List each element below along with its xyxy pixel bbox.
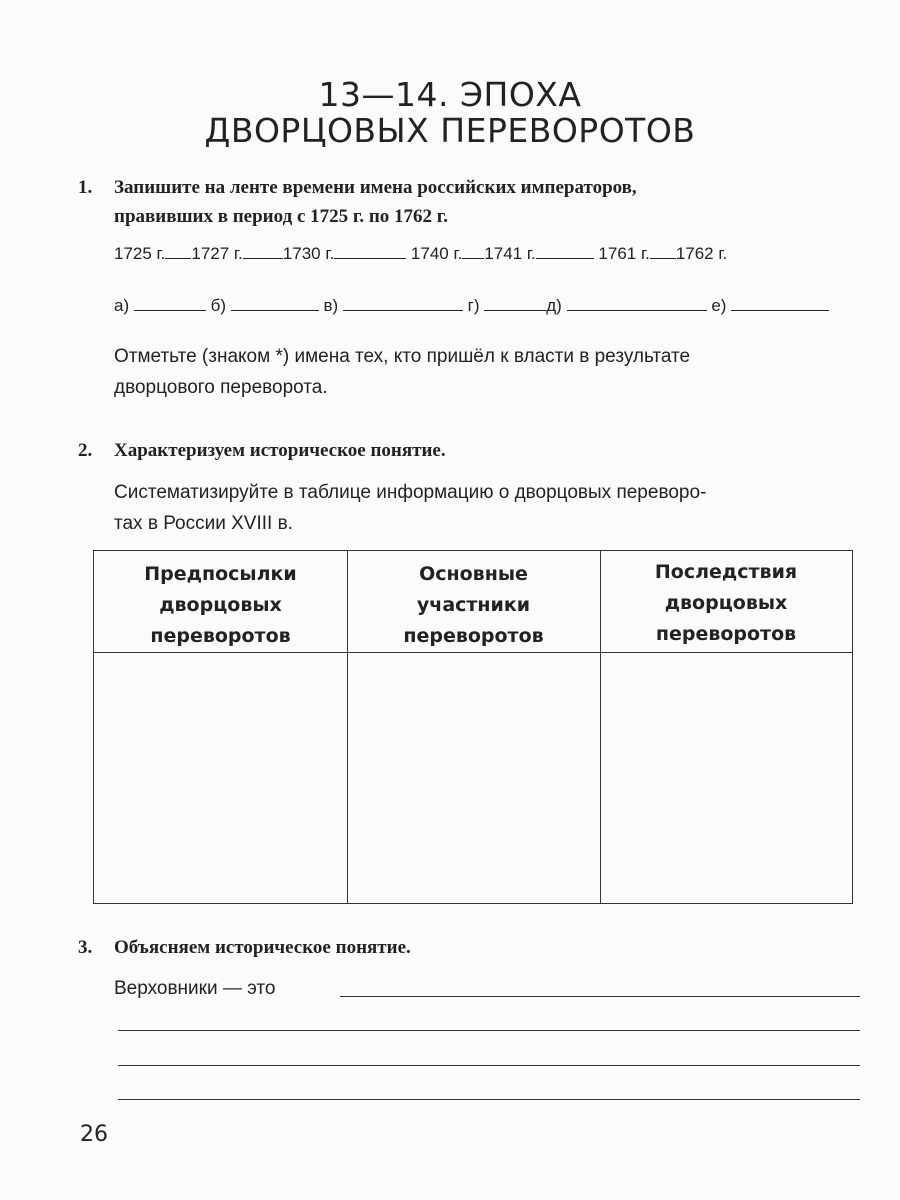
task-2-instruction-line-2: тах в России XVIII в. bbox=[114, 513, 293, 534]
term-answer-line[interactable] bbox=[340, 996, 860, 997]
timeline-blank[interactable] bbox=[334, 244, 406, 259]
header-line: участники bbox=[416, 594, 531, 616]
answer-label-b: б) bbox=[210, 296, 226, 315]
task-1-number: 1. bbox=[78, 177, 93, 198]
header-line: переворотов bbox=[655, 623, 797, 645]
header-line: Последствия bbox=[654, 561, 798, 583]
answer-field-d[interactable] bbox=[567, 296, 707, 311]
task-3-number: 3. bbox=[78, 937, 93, 958]
task-1-heading-line-1: Запишите на ленте времени имена российских императоров, bbox=[114, 177, 637, 198]
header-line: переворотов bbox=[150, 625, 291, 647]
page-number: 26 bbox=[80, 1122, 108, 1147]
answer-label-d: д) bbox=[546, 296, 562, 315]
task-3-heading-text: Объясняем историческое понятие. bbox=[114, 937, 411, 958]
answer-field-v[interactable] bbox=[343, 296, 463, 311]
table-cell-consequences[interactable] bbox=[601, 653, 852, 903]
timeline bbox=[114, 244, 727, 264]
answer-label-e: е) bbox=[711, 296, 727, 315]
header-line: дворцовых bbox=[664, 592, 788, 614]
task-2-instruction-line-1: Систематизируйте в таблице информацию о дворцовых переворо- bbox=[114, 482, 707, 503]
task-2-number: 2. bbox=[78, 440, 93, 461]
timeline-year: 1741 г. bbox=[484, 244, 536, 263]
task-1-instruction-line-2: дворцового переворота. bbox=[114, 377, 328, 398]
task-1-instruction-line-1: Отметьте (знаком *) имена тех, кто пришёл к власти в результате bbox=[114, 346, 691, 367]
answer-row bbox=[114, 296, 829, 316]
task-2-heading-text: Характеризуем историческое понятие. bbox=[114, 440, 446, 461]
answer-field-b[interactable] bbox=[231, 296, 319, 311]
header-line: Предпосылки bbox=[144, 563, 297, 585]
answer-field-a[interactable] bbox=[134, 296, 206, 311]
table-header-participants bbox=[347, 559, 600, 652]
timeline-blank[interactable] bbox=[243, 244, 283, 259]
answer-line[interactable] bbox=[118, 1065, 860, 1066]
header-line: переворотов bbox=[403, 625, 544, 647]
timeline-blank[interactable] bbox=[536, 244, 594, 259]
header-line: дворцовых bbox=[159, 594, 282, 616]
table-header-consequences bbox=[600, 557, 852, 650]
timeline-year: 1740 г. bbox=[410, 244, 463, 263]
page-title-line-1: 13—14. ЭПОХА bbox=[318, 75, 582, 114]
answer-line[interactable] bbox=[118, 1030, 860, 1031]
coups-table bbox=[93, 550, 853, 904]
answer-field-e[interactable] bbox=[731, 296, 829, 311]
table-header-prerequisites bbox=[94, 559, 347, 652]
answer-line[interactable] bbox=[118, 1099, 860, 1100]
page-title-line-2: ДВОРЦОВЫХ ПЕРЕВОРОТОВ bbox=[204, 111, 696, 150]
answer-label-v: в) bbox=[323, 296, 339, 315]
answer-label-g: г) bbox=[467, 296, 480, 315]
table-cell-prerequisites[interactable] bbox=[94, 653, 347, 903]
timeline-year: 1725 г. bbox=[114, 244, 166, 263]
task-1-heading-line-2: правивших в период с 1725 г. по 1762 г. bbox=[114, 206, 449, 227]
timeline-blank[interactable] bbox=[650, 244, 676, 259]
timeline-blank[interactable] bbox=[165, 244, 191, 259]
timeline-year: 1730 г. bbox=[282, 244, 335, 263]
table-cell-participants[interactable] bbox=[348, 653, 600, 903]
answer-label-a: а) bbox=[114, 296, 130, 315]
timeline-year: 1761 г. bbox=[598, 244, 650, 263]
header-line: Основные bbox=[419, 563, 528, 585]
answer-field-g[interactable] bbox=[484, 296, 546, 311]
timeline-blank[interactable] bbox=[462, 244, 484, 259]
term-label: Верховники — это bbox=[114, 978, 276, 999]
timeline-year: 1727 г. bbox=[191, 244, 243, 263]
timeline-year: 1762 г. bbox=[675, 244, 728, 263]
